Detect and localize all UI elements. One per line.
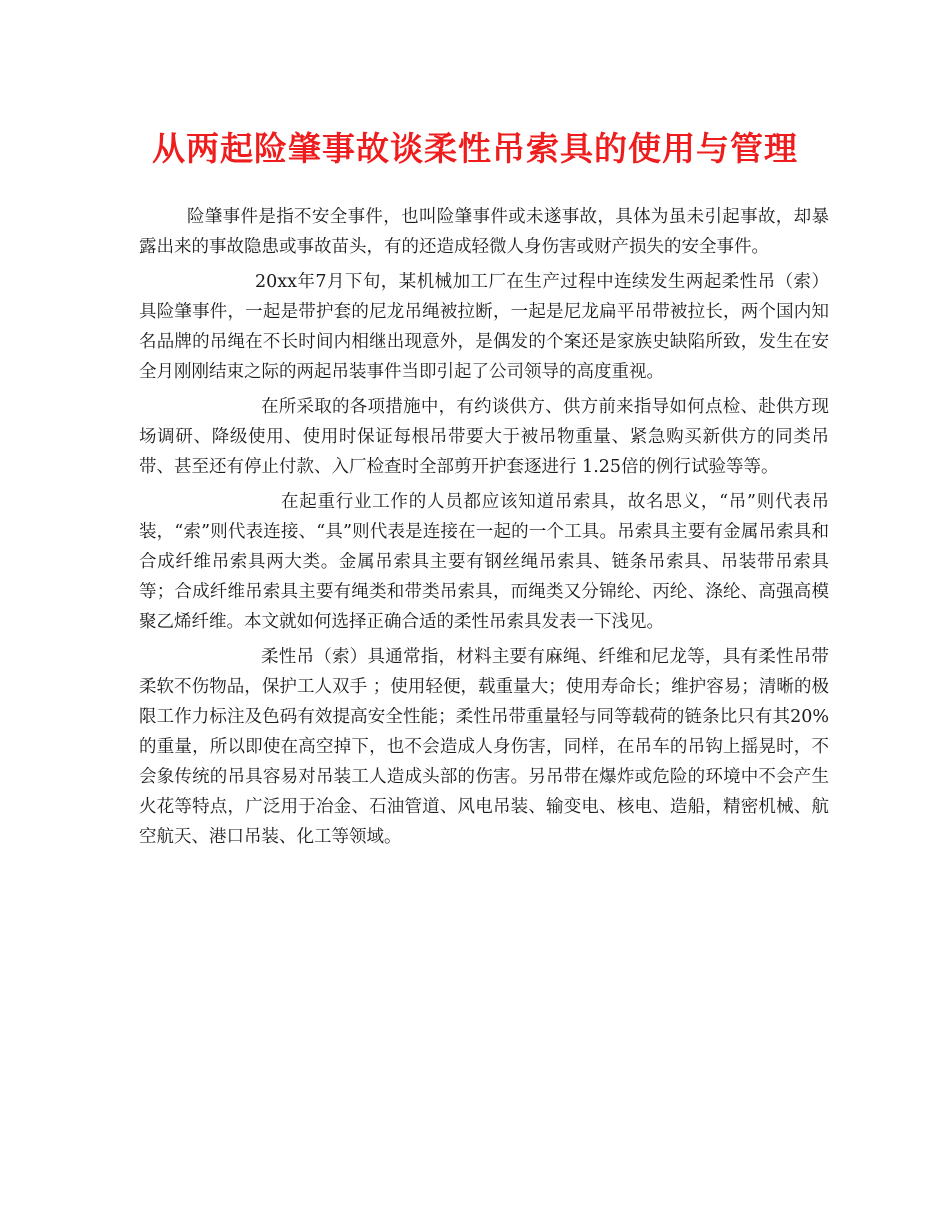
paragraph-2: 20xx年7月下旬，某机械加工厂在生产过程中连续发生两起柔性吊（索）具险肇事件，一起是带护套的尼龙吊绳被拉断，一起是尼龙扁平吊带被拉长，两个国内知名品牌的吊绳在不长时间内相继出现意外，是偶发的个案还是家族史缺陷所致，发生在安全月刚刚结束之际的两起吊装事件当即引起了公司领导的高度重视。: [139, 272, 829, 382]
paragraph-1: 险肇事件是指不安全事件，也叫险肇事件或未遂事故，具体为虽未引起事故，却暴露出来的事故隐患或事故苗头，有的还造成轻微人身伤害或财产损失的安全事件。: [139, 207, 829, 257]
paragraph-3: 在所采取的各项措施中，有约谈供方、供方前来指导如何点检、赴供方现场调研、降级使用、使用时保证每根吊带要大于被吊物重量、紧急购买新供方的同类吊带、甚至还有停止付款、入厂检查时全部剪开护套逐进行 1.25倍的例行试验等等。: [139, 397, 829, 477]
document-title: 从两起险肇事故谈柔性吊索具的使用与管理: [152, 129, 798, 168]
paragraph-4: 在起重行业工作的人员都应该知道吊索具，故名思义，“吊”则代表吊装，“索”则代表连接、“具”则代表是连接在一起的一个工具。吊索具主要有金属吊索具和合成纤维吊索具两大类。金属吊索具主要有钢丝绳吊索具、链条吊索具、吊装带吊索具等；合成纤维吊索具主要有绳类和带类吊索具，而绳类又分锦纶、丙纶、涤纶、高强高模聚乙烯纤维。本文就如何选择正确合适的柔性吊索具发表一下浅见。: [139, 492, 829, 632]
document-body: [139, 202, 829, 857]
paragraph-5: 柔性吊（索）具通常指，材料主要有麻绳、纤维和尼龙等，具有柔性吊带柔软不伤物品，保护工人双手 ；使用轻便，载重量大；使用寿命长；维护容易；清晰的极限工作力标注及色码有效提高安全性能；柔性吊带重量轻与同等载荷的链条比只有其20%的重量，所以即使在高空掉下，也不会造成人身伤害，同样，在吊车的吊钩上摇晃时，不会象传统的吊具容易对吊装工人造成头部的伤害。另吊带在爆炸或危险的环境中不会产生火花等特点，广泛用于冶金、石油管道、风电吊装、输变电、核电、造船，精密机械、航空航天、港口吊装、化工等领域。: [139, 647, 829, 847]
